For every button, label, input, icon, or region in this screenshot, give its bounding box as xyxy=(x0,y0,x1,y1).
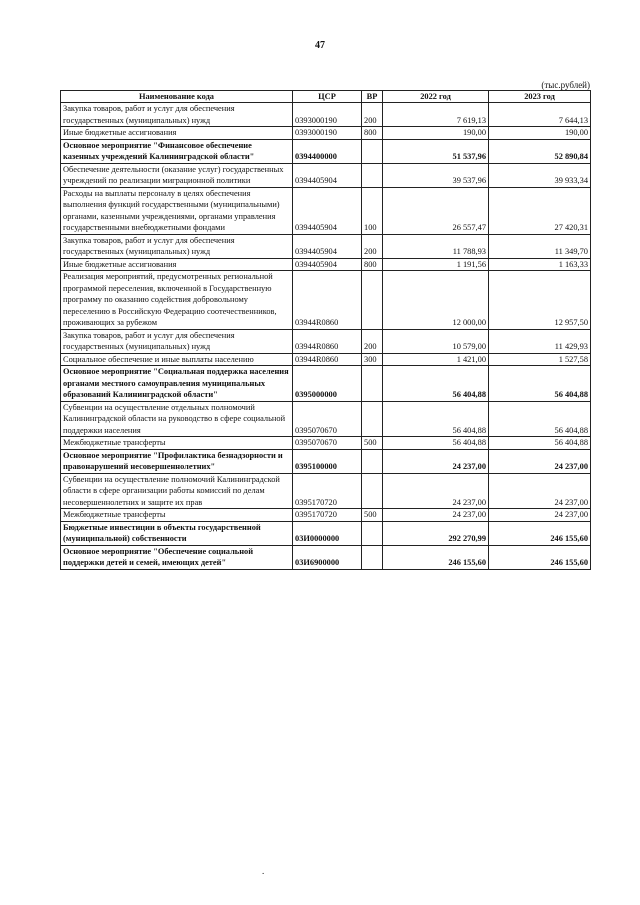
row-csr: 0395100000 xyxy=(293,449,362,473)
page-number: 47 xyxy=(315,40,325,51)
row-2023: 24 237,00 xyxy=(489,449,591,473)
row-name: Основное мероприятие "Финансовое обеспечение казенных учреждений Калининградской области" xyxy=(61,139,293,163)
row-csr: 0395070670 xyxy=(293,437,362,450)
table-row xyxy=(61,329,591,353)
row-2022: 56 404,88 xyxy=(383,437,489,450)
row-csr: 03944R0860 xyxy=(293,353,362,366)
row-csr: 0395170720 xyxy=(293,509,362,522)
row-vr: 500 xyxy=(362,437,383,450)
row-name: Основное мероприятие "Обеспечение социальной поддержки детей и семей, имеющих детей" xyxy=(61,545,293,569)
table-row xyxy=(61,139,591,163)
row-csr: 03944R0860 xyxy=(293,271,362,330)
row-csr: 0394400000 xyxy=(293,139,362,163)
table-header-row xyxy=(61,91,591,103)
row-name: Основное мероприятие "Социальная поддержка населения органами местного самоуправления муниципальных образований Калининградской области" xyxy=(61,366,293,402)
row-csr: 03И6900000 xyxy=(293,545,362,569)
row-2023: 39 933,34 xyxy=(489,163,591,187)
row-vr: 300 xyxy=(362,353,383,366)
table-row xyxy=(61,127,591,140)
row-vr xyxy=(362,521,383,545)
row-2022: 190,00 xyxy=(383,127,489,140)
row-2023: 190,00 xyxy=(489,127,591,140)
row-name: Межбюджетные трансферты xyxy=(61,509,293,522)
row-name: Обеспечение деятельности (оказание услуг) государственных учреждений по реализации миграционной политики xyxy=(61,163,293,187)
row-vr xyxy=(362,366,383,402)
row-vr xyxy=(362,449,383,473)
table-row xyxy=(61,509,591,522)
row-2023: 52 890,84 xyxy=(489,139,591,163)
row-csr: 0394405904 xyxy=(293,187,362,234)
header-csr: ЦСР xyxy=(293,91,362,103)
row-2023: 11 349,70 xyxy=(489,234,591,258)
row-2022: 39 537,96 xyxy=(383,163,489,187)
row-2023: 1 527,58 xyxy=(489,353,591,366)
row-vr: 100 xyxy=(362,187,383,234)
budget-table xyxy=(60,90,591,570)
row-2022: 56 404,88 xyxy=(383,366,489,402)
table-row xyxy=(61,353,591,366)
header-name: Наименование кода xyxy=(61,91,293,103)
row-vr xyxy=(362,401,383,437)
row-2022: 24 237,00 xyxy=(383,473,489,509)
row-csr: 03944R0860 xyxy=(293,329,362,353)
row-name: Субвенции на осуществление полномочий Калининградской области в сфере организации работы комиссий по делам несовершеннолетних и защите их прав xyxy=(61,473,293,509)
table-row xyxy=(61,401,591,437)
row-name: Социальное обеспечение и иные выплаты населению xyxy=(61,353,293,366)
row-2022: 51 537,96 xyxy=(383,139,489,163)
table-row xyxy=(61,473,591,509)
table-row xyxy=(61,449,591,473)
row-2022: 11 788,93 xyxy=(383,234,489,258)
row-2022: 1 191,56 xyxy=(383,258,489,271)
row-2022: 10 579,00 xyxy=(383,329,489,353)
table-row xyxy=(61,521,591,545)
row-2022: 1 421,00 xyxy=(383,353,489,366)
row-2023: 24 237,00 xyxy=(489,473,591,509)
header-2022: 2022 год xyxy=(383,91,489,103)
row-2022: 292 270,99 xyxy=(383,521,489,545)
row-name: Закупка товаров, работ и услуг для обеспечения государственных (муниципальных) нужд xyxy=(61,234,293,258)
row-vr: 200 xyxy=(362,103,383,127)
table-row xyxy=(61,187,591,234)
table-row xyxy=(61,163,591,187)
row-name: Реализация мероприятий, предусмотренных региональной программой переселения, включенной в Государственную программу по оказанию содействия добровольному переселению в Российскую Федерацию соотечественников, проживающих за рубежом xyxy=(61,271,293,330)
row-2023: 24 237,00 xyxy=(489,509,591,522)
footer-mark: . xyxy=(262,866,265,876)
table-row xyxy=(61,271,591,330)
row-2023: 56 404,88 xyxy=(489,437,591,450)
row-2022: 7 619,13 xyxy=(383,103,489,127)
row-2023: 56 404,88 xyxy=(489,401,591,437)
row-name: Межбюджетные трансферты xyxy=(61,437,293,450)
row-vr xyxy=(362,163,383,187)
row-2022: 24 237,00 xyxy=(383,449,489,473)
row-vr: 200 xyxy=(362,329,383,353)
row-name: Основное мероприятие "Профилактика безнадзорности и правонарушений несовершеннолетних" xyxy=(61,449,293,473)
row-2023: 11 429,93 xyxy=(489,329,591,353)
row-2023: 12 957,50 xyxy=(489,271,591,330)
units-label: (тыс.рублей) xyxy=(541,80,590,90)
table-row xyxy=(61,366,591,402)
table-row xyxy=(61,437,591,450)
row-name: Иные бюджетные ассигнования xyxy=(61,127,293,140)
row-name: Субвенции на осуществление отдельных полномочий Калининградской области на руководство в сфере социальной поддержки населения xyxy=(61,401,293,437)
row-2022: 246 155,60 xyxy=(383,545,489,569)
row-vr xyxy=(362,139,383,163)
row-2022: 26 557,47 xyxy=(383,187,489,234)
row-csr: 0395070670 xyxy=(293,401,362,437)
table-row xyxy=(61,103,591,127)
row-csr: 0394405904 xyxy=(293,163,362,187)
row-name: Закупка товаров, работ и услуг для обеспечения государственных (муниципальных) нужд xyxy=(61,329,293,353)
row-2023: 246 155,60 xyxy=(489,521,591,545)
row-2022: 12 000,00 xyxy=(383,271,489,330)
row-vr xyxy=(362,473,383,509)
table-row xyxy=(61,234,591,258)
row-vr xyxy=(362,271,383,330)
header-vr: ВР xyxy=(362,91,383,103)
row-csr: 0394405904 xyxy=(293,258,362,271)
row-2022: 56 404,88 xyxy=(383,401,489,437)
row-name: Бюджетные инвестиции в объекты государственной (муниципальной) собственности xyxy=(61,521,293,545)
row-2023: 27 420,31 xyxy=(489,187,591,234)
table-row xyxy=(61,258,591,271)
row-2023: 246 155,60 xyxy=(489,545,591,569)
row-name: Закупка товаров, работ и услуг для обеспечения государственных (муниципальных) нужд xyxy=(61,103,293,127)
row-csr: 0393000190 xyxy=(293,127,362,140)
row-name: Иные бюджетные ассигнования xyxy=(61,258,293,271)
row-2023: 1 163,33 xyxy=(489,258,591,271)
row-vr: 500 xyxy=(362,509,383,522)
row-csr: 0394405904 xyxy=(293,234,362,258)
row-vr: 800 xyxy=(362,258,383,271)
row-vr: 200 xyxy=(362,234,383,258)
row-2023: 7 644,13 xyxy=(489,103,591,127)
header-2023: 2023 год xyxy=(489,91,591,103)
row-csr: 03И0000000 xyxy=(293,521,362,545)
table-body xyxy=(61,103,591,570)
row-vr: 800 xyxy=(362,127,383,140)
row-csr: 0393000190 xyxy=(293,103,362,127)
row-2023: 56 404,88 xyxy=(489,366,591,402)
row-csr: 0395170720 xyxy=(293,473,362,509)
row-name: Расходы на выплаты персоналу в целях обеспечения выполнения функций государственными (муниципальными) органами, казенными учреждениями, органами управления государственными внебюджетными фондами xyxy=(61,187,293,234)
row-vr xyxy=(362,545,383,569)
table-row xyxy=(61,545,591,569)
row-csr: 0395000000 xyxy=(293,366,362,402)
row-2022: 24 237,00 xyxy=(383,509,489,522)
